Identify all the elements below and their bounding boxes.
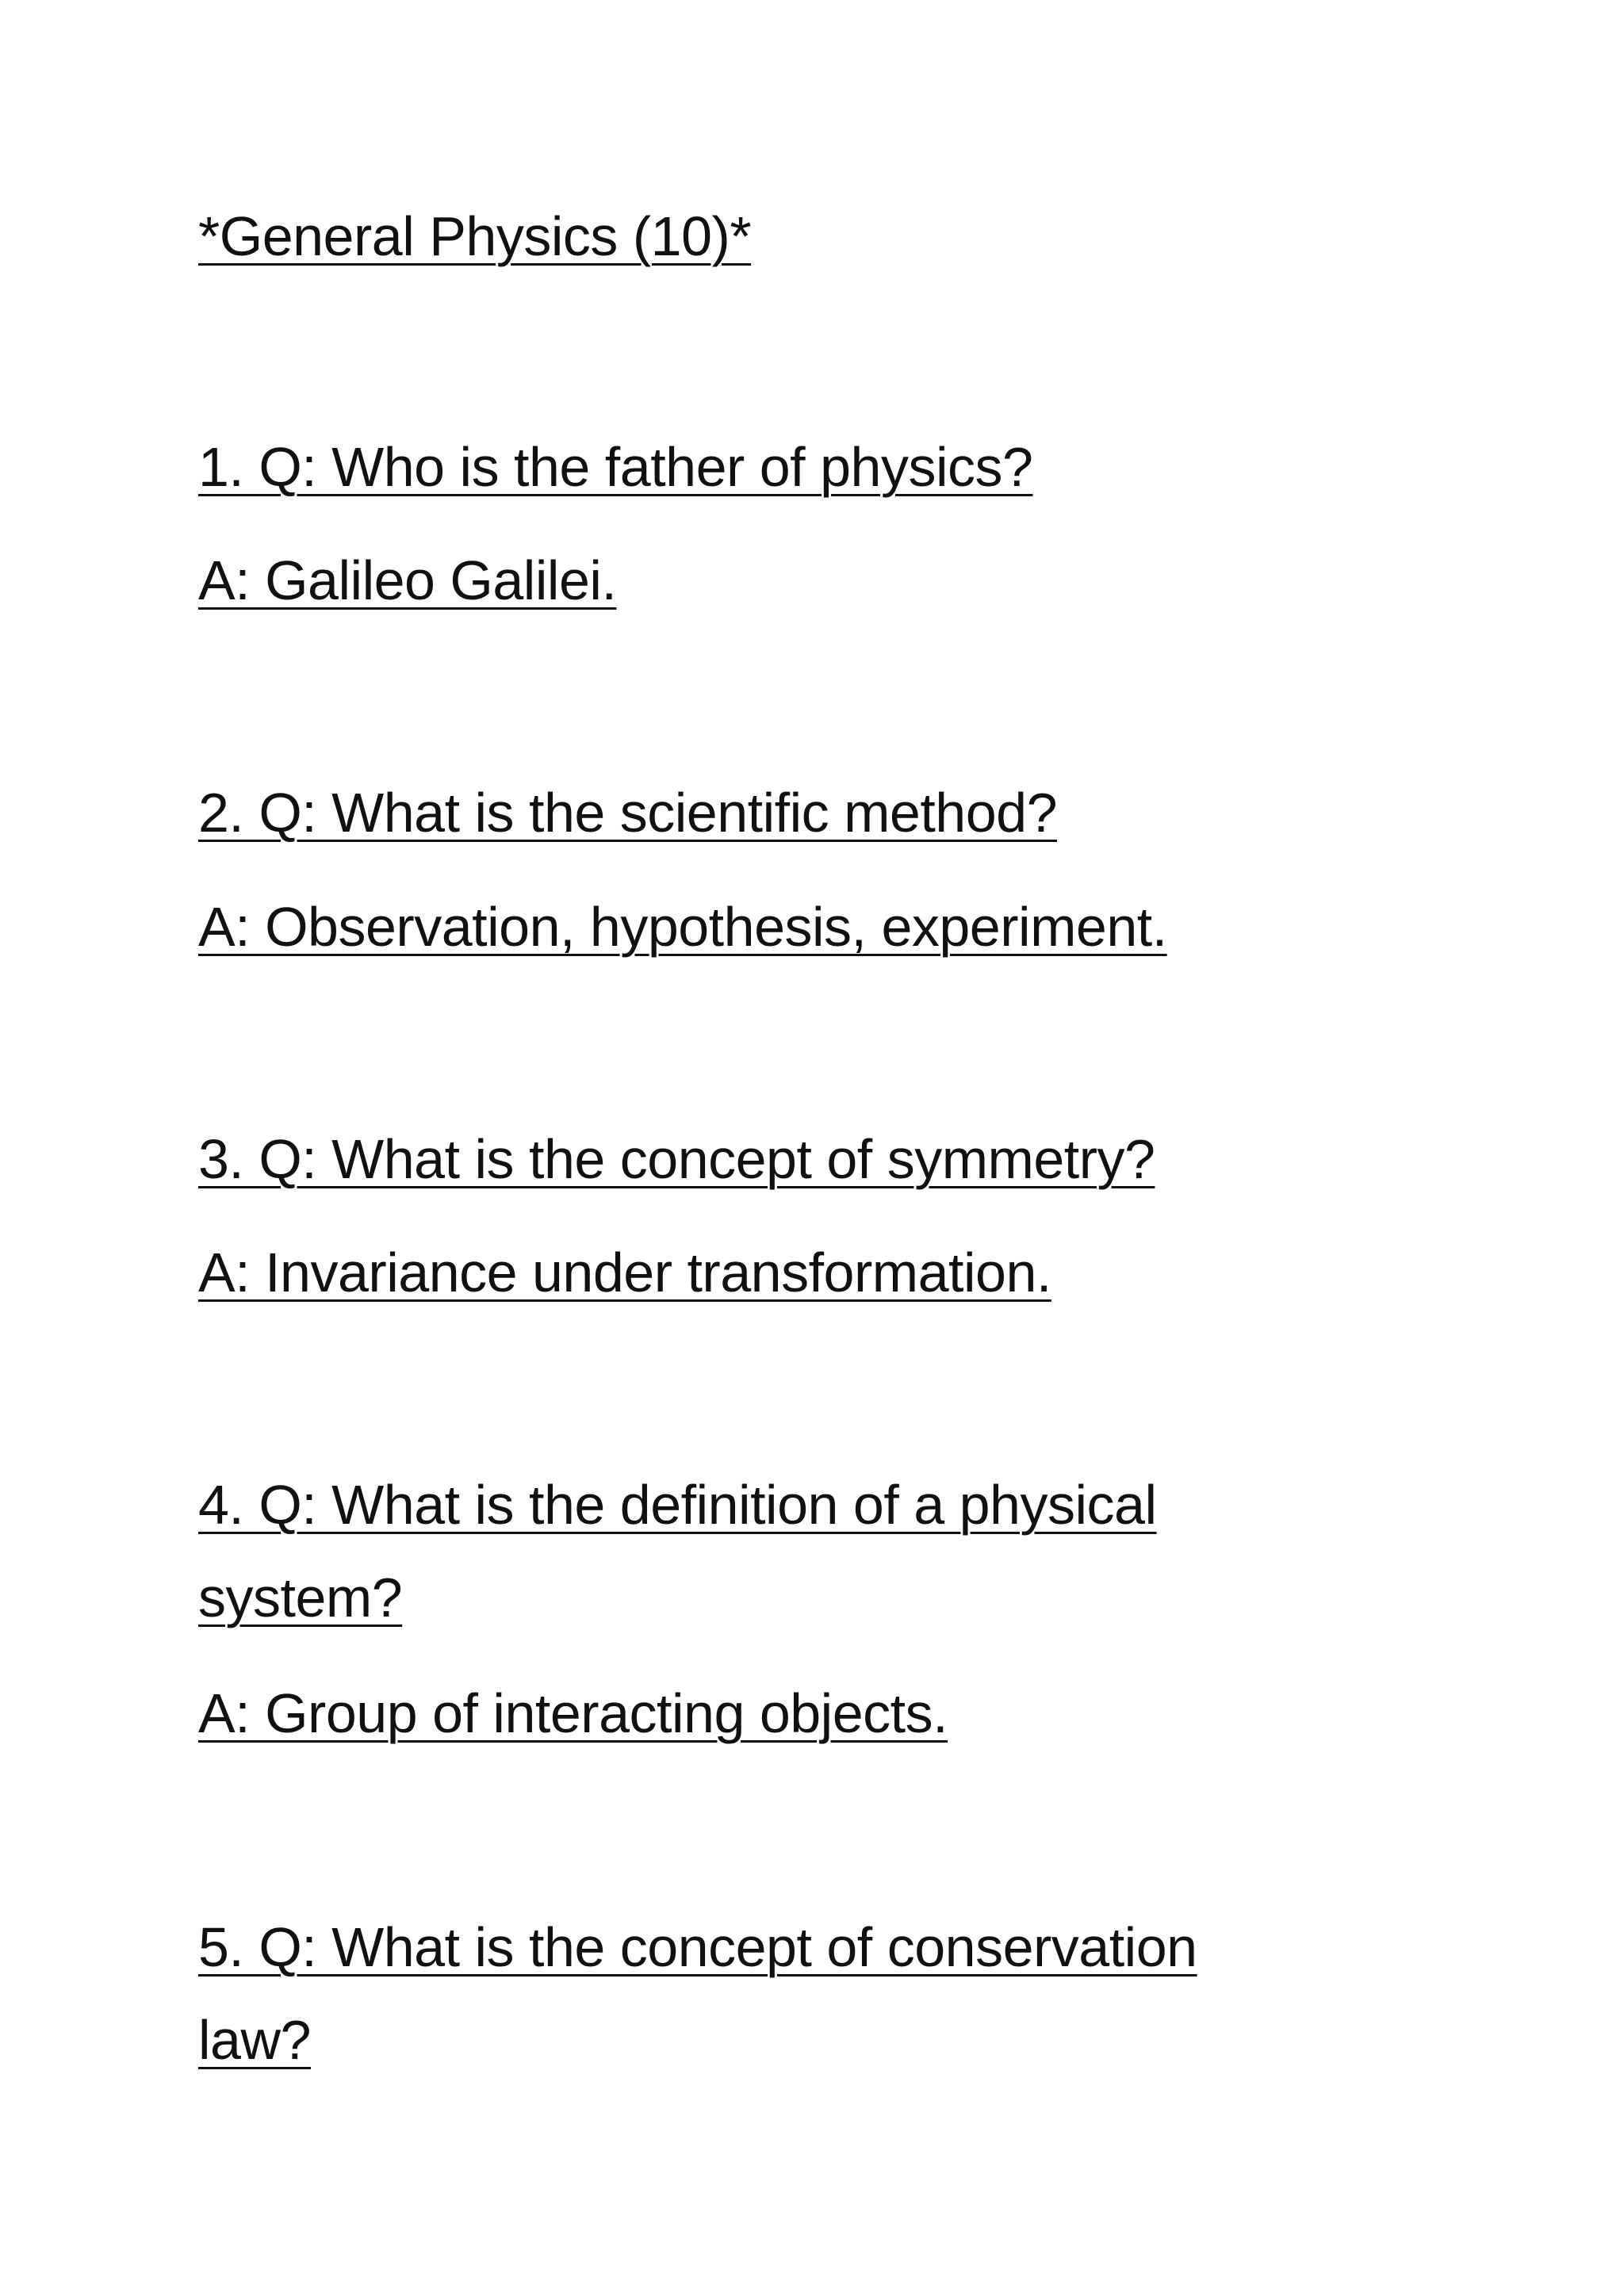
question-4-line-2: system? [198, 1567, 403, 1628]
answer-3: A: Invariance under transformation. [198, 1242, 1051, 1303]
question-4-line-1: 4. Q: What is the definition of a physical [198, 1474, 1157, 1536]
question-1: 1. Q: Who is the father of physics? [198, 436, 1033, 498]
question-5-line-2: law? [198, 2009, 311, 2071]
question-3: 3. Q: What is the concept of symmetry? [198, 1128, 1155, 1190]
answer-4: A: Group of interacting objects. [198, 1682, 948, 1744]
question-5-line-1: 5. Q: What is the concept of conservation [198, 1916, 1197, 1978]
question-2: 2. Q: What is the scientific method? [198, 782, 1058, 844]
answer-2: A: Observation, hypothesis, experiment. [198, 896, 1167, 958]
answer-1: A: Galileo Galilei. [198, 549, 617, 611]
document-title: *General Physics (10)* [198, 205, 752, 267]
